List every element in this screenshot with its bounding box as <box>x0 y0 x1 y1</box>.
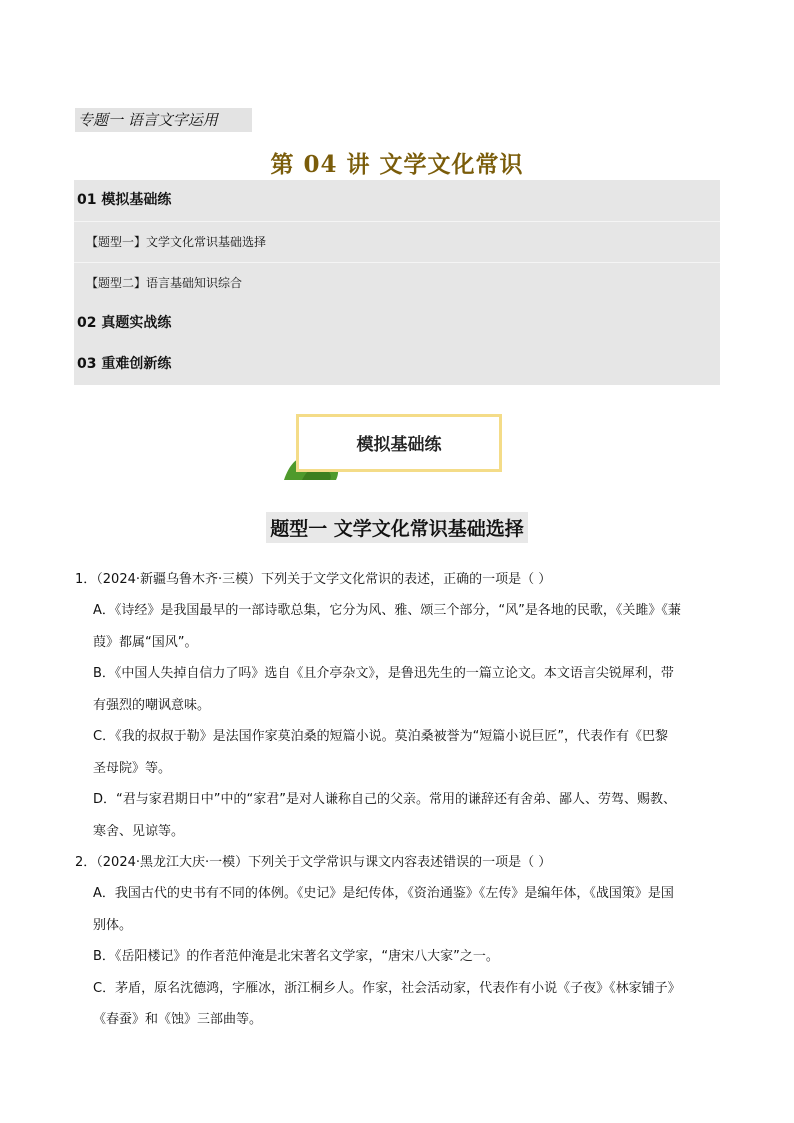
question-2-line: 《春蚕》和《蚀》三部曲等。 <box>93 1012 263 1027</box>
section-title-text: 题型一 文学文化常识基础选择 <box>266 512 528 543</box>
toc-item-real-exam[interactable]: 02 真题实战练 <box>74 303 720 344</box>
toc-item-type-two[interactable]: 【题型二】语言基础知识综合 <box>74 262 720 303</box>
question-2-line: C．茅盾，原名沈德鸿，字雁冰，浙江桐乡人。作家，社会活动家，代表作有小说《子夜》《林家铺子》 <box>93 981 681 996</box>
section-banner <box>282 412 508 484</box>
question-2-line: B．《岳阳楼记》的作者范仲淹是北宋著名文学家，“唐宋八大家”之一。 <box>93 949 499 964</box>
toc-item-advanced[interactable]: 03 重难创新练 <box>74 344 720 385</box>
question-2-stem: 2．（2024·黑龙江大庆·一模）下列关于文学常识与课文内容表述错误的一项是（ ） <box>75 855 552 870</box>
topic-tag: 专题一 语言文字运用 <box>75 108 252 132</box>
question-1-line: B．《中国人失掉自信力了吗》选自《且介亭杂文》，是鲁迅先生的一篇立论文。本文语言尖锐犀利，带 <box>93 666 674 681</box>
question-1-line: 圣母院》等。 <box>93 761 172 776</box>
question-2-line: 别体。 <box>93 918 133 933</box>
toc-item-type-one[interactable]: 【题型一】文学文化常识基础选择 <box>74 221 720 262</box>
question-2-line: A．我国古代的史书有不同的体例。《史记》是纪传体，《资治通鉴》《左传》是编年体，《战国策》是国 <box>93 886 674 901</box>
question-1-line: 寒舍、见谅等。 <box>93 824 185 839</box>
toc-item-simulation-basics[interactable]: 01 模拟基础练 <box>74 180 720 221</box>
question-1-line: 葭》都属“国风”。 <box>93 635 198 650</box>
question-1-line: A．《诗经》是我国最早的一部诗歌总集，它分为风、雅、颂三个部分，“风”是各地的民歌，《关雎》《蒹 <box>93 603 681 618</box>
question-1-line: D．“君与家君期日中”中的“家君”是对人谦称自己的父亲。常用的谦辞还有舍弟、鄙人、劳驾、赐教、 <box>93 792 676 807</box>
banner-label: 模拟基础练 <box>356 435 442 455</box>
question-1-line: C．《我的叔叔于勒》是法国作家莫泊桑的短篇小说。莫泊桑被誉为“短篇小说巨匠”，代表作有《巴黎 <box>93 729 669 744</box>
question-1-line: 有强烈的嘲讽意味。 <box>93 698 211 713</box>
section-title <box>0 512 794 543</box>
lecture-title: 第 04 讲 文学文化常识 <box>270 151 524 178</box>
table-of-contents <box>74 180 720 385</box>
question-1-stem: 1．（2024·新疆乌鲁木齐·三模）下列关于文学文化常识的表述，正确的一项是（ ） <box>75 572 552 587</box>
